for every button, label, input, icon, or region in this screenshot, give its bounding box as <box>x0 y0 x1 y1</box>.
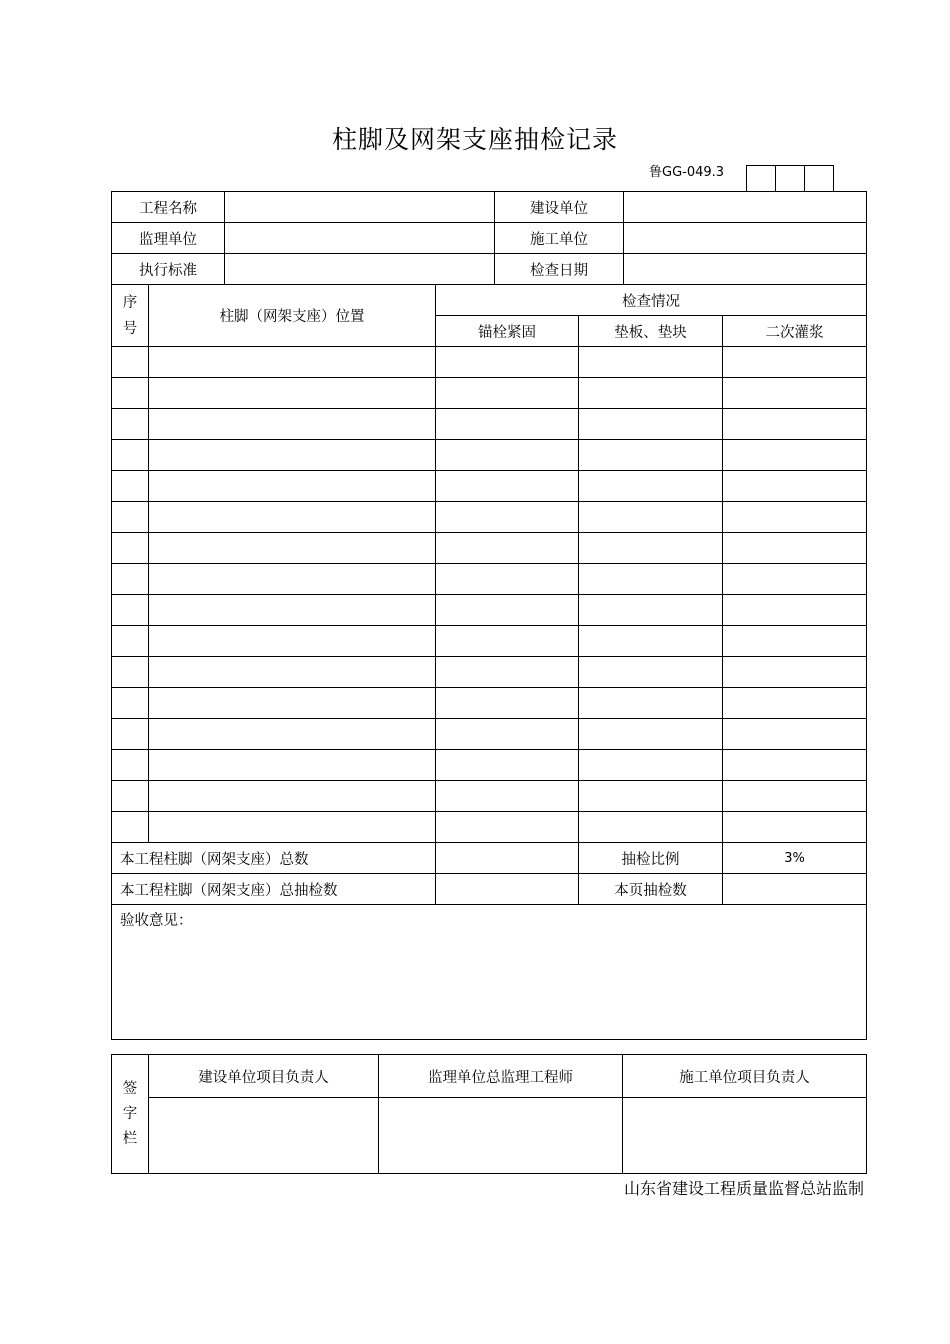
seq-cell[interactable] <box>112 533 149 564</box>
table-row <box>112 533 867 564</box>
seq-cell[interactable] <box>112 657 149 688</box>
table-row <box>112 719 867 750</box>
grouting-cell[interactable] <box>723 564 867 595</box>
construction-unit-label: 建设单位 <box>495 192 624 222</box>
project-name-input[interactable] <box>225 192 495 222</box>
seq-cell[interactable] <box>112 781 149 812</box>
standard-label: 执行标准 <box>112 254 225 284</box>
grouting-cell[interactable] <box>723 533 867 564</box>
position-cell[interactable] <box>149 440 436 471</box>
position-cell[interactable] <box>149 626 436 657</box>
anchor-bolt-cell[interactable] <box>436 688 579 719</box>
sign-char-3: 栏 <box>122 1130 138 1147</box>
total-count-label: 本工程柱脚（网架支座）总数 <box>112 843 436 874</box>
anchor-bolt-cell[interactable] <box>436 750 579 781</box>
position-cell[interactable] <box>149 719 436 750</box>
grouting-cell[interactable] <box>723 595 867 626</box>
table-row <box>112 440 867 471</box>
position-cell[interactable] <box>149 688 436 719</box>
seq-cell[interactable] <box>112 347 149 378</box>
anchor-bolt-header: 锚栓紧固 <box>436 316 579 347</box>
shim-plate-cell[interactable] <box>579 812 723 843</box>
sign-char-2: 字 <box>122 1105 138 1122</box>
shim-plate-cell[interactable] <box>579 657 723 688</box>
anchor-bolt-cell[interactable] <box>436 719 579 750</box>
anchor-bolt-cell[interactable] <box>436 595 579 626</box>
grouting-cell[interactable] <box>723 719 867 750</box>
owner-signature-header: 建设单位项目负责人 <box>149 1055 379 1098</box>
seq-cell[interactable] <box>112 812 149 843</box>
code-box[interactable] <box>776 166 805 192</box>
sign-char-1: 签 <box>122 1080 138 1097</box>
table-row <box>112 595 867 626</box>
seq-cell[interactable] <box>112 471 149 502</box>
seq-cell[interactable] <box>112 378 149 409</box>
table-row <box>112 750 867 781</box>
seq-cell[interactable] <box>112 440 149 471</box>
position-cell[interactable] <box>149 564 436 595</box>
sampling-ratio-label: 抽检比例 <box>579 843 723 874</box>
table-row <box>112 626 867 657</box>
seq-label-1: 序 <box>122 294 138 311</box>
shim-plate-cell[interactable] <box>579 626 723 657</box>
position-cell[interactable] <box>149 378 436 409</box>
construction-unit-input[interactable] <box>624 192 866 222</box>
inspection-header: 检查情况 <box>436 285 867 316</box>
opinion-label: 验收意见： <box>120 913 193 929</box>
anchor-bolt-cell[interactable] <box>436 812 579 843</box>
table-row <box>112 657 867 688</box>
anchor-bolt-cell[interactable] <box>436 471 579 502</box>
position-cell[interactable] <box>149 781 436 812</box>
anchor-bolt-cell[interactable] <box>436 347 579 378</box>
anchor-bolt-cell[interactable] <box>436 533 579 564</box>
table-row <box>112 688 867 719</box>
builder-unit-input[interactable] <box>624 223 866 253</box>
record-table <box>111 191 867 1040</box>
anchor-bolt-cell[interactable] <box>436 626 579 657</box>
shim-plate-header: 垫板、垫块 <box>579 316 723 347</box>
anchor-bolt-cell[interactable] <box>436 378 579 409</box>
sampled-count-label: 本工程柱脚（网架支座）总抽检数 <box>112 874 436 905</box>
sampling-ratio-value: 3% <box>723 843 867 874</box>
seq-cell[interactable] <box>112 409 149 440</box>
seq-cell[interactable] <box>112 595 149 626</box>
seq-cell[interactable] <box>112 564 149 595</box>
position-cell[interactable] <box>149 657 436 688</box>
header-row <box>112 254 867 285</box>
sampled-count-input[interactable] <box>436 874 579 905</box>
seq-header <box>112 285 149 347</box>
inspection-date-input[interactable] <box>624 254 866 284</box>
footer-issuer: 山东省建设工程质量监督总站监制 <box>623 1179 864 1198</box>
table-row <box>112 564 867 595</box>
supervisor-signature-field[interactable] <box>379 1098 623 1174</box>
code-boxes <box>746 165 834 192</box>
code-box[interactable] <box>805 166 834 192</box>
page-sampled-input[interactable] <box>723 874 867 905</box>
grouting-cell[interactable] <box>723 626 867 657</box>
table-row <box>112 781 867 812</box>
anchor-bolt-cell[interactable] <box>436 781 579 812</box>
table-row <box>112 502 867 533</box>
grouting-cell[interactable] <box>723 781 867 812</box>
code-box[interactable] <box>747 166 776 192</box>
position-cell[interactable] <box>149 533 436 564</box>
anchor-bolt-cell[interactable] <box>436 502 579 533</box>
seq-cell[interactable] <box>112 688 149 719</box>
total-count-input[interactable] <box>436 843 579 874</box>
page-sampled-label: 本页抽检数 <box>579 874 723 905</box>
shim-plate-cell[interactable] <box>579 409 723 440</box>
position-cell[interactable] <box>149 502 436 533</box>
grouting-header: 二次灌浆 <box>723 316 867 347</box>
position-cell[interactable] <box>149 595 436 626</box>
position-header: 柱脚（网架支座）位置 <box>149 285 436 347</box>
seq-label-2: 号 <box>122 320 138 337</box>
table-row <box>112 378 867 409</box>
signature-column-label <box>112 1055 149 1174</box>
inspection-date-label: 检查日期 <box>495 254 624 284</box>
contractor-signature-header: 施工单位项目负责人 <box>623 1055 867 1098</box>
position-cell[interactable] <box>149 812 436 843</box>
builder-unit-label: 施工单位 <box>495 223 624 253</box>
anchor-bolt-cell[interactable] <box>436 657 579 688</box>
project-name-label: 工程名称 <box>112 192 225 222</box>
standard-input[interactable] <box>225 254 495 284</box>
grouting-cell[interactable] <box>723 378 867 409</box>
shim-plate-cell[interactable] <box>579 719 723 750</box>
contractor-signature-field[interactable] <box>623 1098 867 1174</box>
position-cell[interactable] <box>149 471 436 502</box>
shim-plate-cell[interactable] <box>579 688 723 719</box>
anchor-bolt-cell[interactable] <box>436 564 579 595</box>
position-cell[interactable] <box>149 750 436 781</box>
owner-signature-field[interactable] <box>149 1098 379 1174</box>
supervision-unit-input[interactable] <box>225 223 495 253</box>
form-code: 鲁GG-049.3 <box>649 165 725 180</box>
position-cell[interactable] <box>149 409 436 440</box>
signature-table <box>111 1054 867 1174</box>
grouting-cell[interactable] <box>723 812 867 843</box>
header-row <box>112 223 867 254</box>
grouting-cell[interactable] <box>723 657 867 688</box>
grouting-cell[interactable] <box>723 750 867 781</box>
grouting-cell[interactable] <box>723 688 867 719</box>
table-row <box>112 409 867 440</box>
shim-plate-cell[interactable] <box>579 378 723 409</box>
seq-cell[interactable] <box>112 750 149 781</box>
shim-plate-cell[interactable] <box>579 750 723 781</box>
shim-plate-cell[interactable] <box>579 471 723 502</box>
shim-plate-cell[interactable] <box>579 595 723 626</box>
seq-cell[interactable] <box>112 719 149 750</box>
shim-plate-cell[interactable] <box>579 564 723 595</box>
grouting-cell[interactable] <box>723 502 867 533</box>
position-cell[interactable] <box>149 347 436 378</box>
anchor-bolt-cell[interactable] <box>436 409 579 440</box>
table-row <box>112 471 867 502</box>
shim-plate-cell[interactable] <box>579 440 723 471</box>
shim-plate-cell[interactable] <box>579 781 723 812</box>
page-title: 柱脚及网架支座抽检记录 <box>331 125 618 154</box>
header-row <box>112 192 867 223</box>
table-row <box>112 347 867 378</box>
shim-plate-cell[interactable] <box>579 502 723 533</box>
seq-cell[interactable] <box>112 626 149 657</box>
grouting-cell[interactable] <box>723 347 867 378</box>
anchor-bolt-cell[interactable] <box>436 440 579 471</box>
grouting-cell[interactable] <box>723 409 867 440</box>
opinion-field[interactable] <box>112 905 867 1040</box>
shim-plate-cell[interactable] <box>579 533 723 564</box>
table-row <box>112 812 867 843</box>
seq-cell[interactable] <box>112 502 149 533</box>
supervision-unit-label: 监理单位 <box>112 223 225 253</box>
grouting-cell[interactable] <box>723 471 867 502</box>
shim-plate-cell[interactable] <box>579 347 723 378</box>
grouting-cell[interactable] <box>723 440 867 471</box>
supervisor-signature-header: 监理单位总监理工程师 <box>379 1055 623 1098</box>
